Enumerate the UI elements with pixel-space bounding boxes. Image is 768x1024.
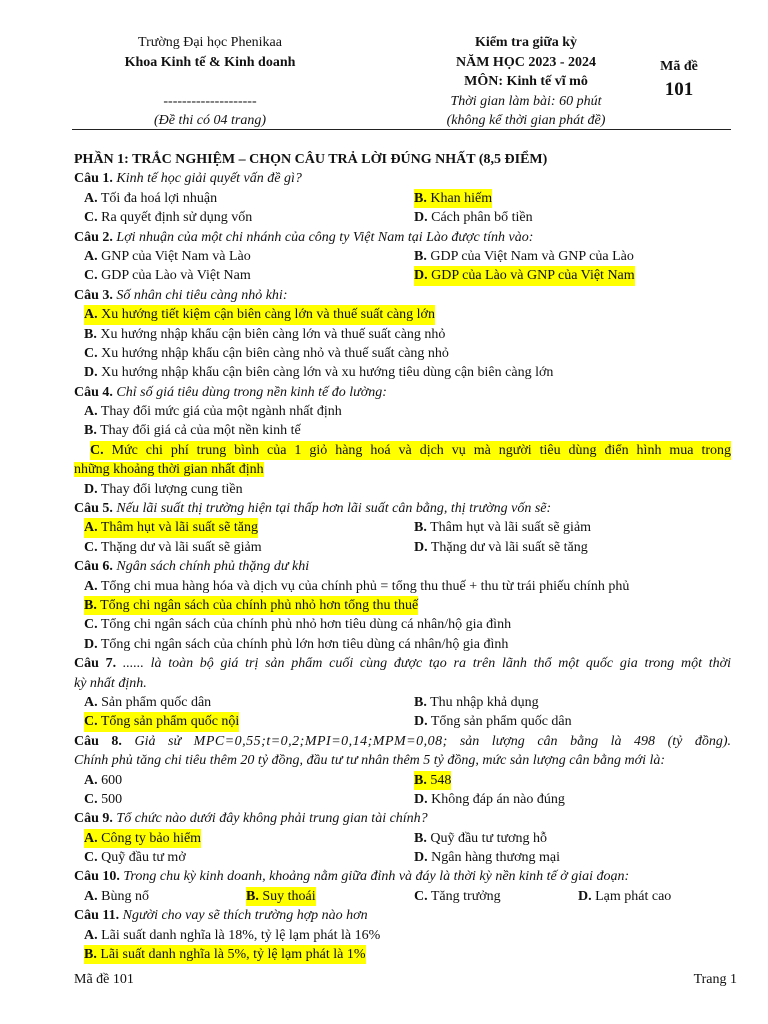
question-number: Câu 10. (74, 869, 120, 885)
question-8: Câu 8. Giả sử MPC=0,55;t=0,2;MPI=0,14;MPM=0,08; sản lượng cân bằng là 498 (tỷ đồng). (74, 733, 731, 749)
question-text: Tổ chức nào dưới đây không phải trung gian tài chính? (116, 811, 428, 827)
options-row (74, 596, 731, 615)
options-row (74, 325, 731, 344)
options-row (74, 266, 731, 285)
option-b-correct: B. 548 (414, 771, 451, 790)
options-row (74, 402, 731, 421)
option-c: C. Tăng trưởng (414, 888, 501, 904)
option-b: B. GDP của Việt Nam và GNP của Lào (414, 248, 634, 264)
faculty-name: Khoa Kinh tế & Kinh doanh (124, 54, 296, 70)
question-text: Trong chu kỳ kinh doanh, khoảng nằm giữa đỉnh và đáy là thời kỳ nền kinh tế ở giai đoạn: (123, 869, 630, 885)
exam-header (74, 31, 731, 129)
options-row (74, 363, 731, 382)
option-b-correct: B. Suy thoái (246, 887, 316, 906)
options-row (74, 848, 731, 867)
question-number: Câu 2. (74, 229, 113, 245)
exam-content (74, 150, 731, 964)
question-3 (74, 286, 731, 305)
subject: MÔN: Kinh tế vĩ mô (464, 74, 588, 89)
question-text: Người cho vay sẽ thích trường hợp nào hơn (122, 908, 368, 924)
option-b: B. Thu nhập khả dụng (414, 694, 539, 710)
school-year: NĂM HỌC 2023 - 2024 (456, 54, 596, 70)
option-d: D. Cách phân bổ tiền (414, 210, 533, 226)
option-c: C. Ra quyết định sử dụng vốn (84, 210, 253, 226)
option-c-correct: C. Mức chi phí trung bình của 1 giỏ hàng hoá và dịch vụ mà người tiêu dùng điển hình mua trong (74, 441, 731, 460)
options-row (74, 887, 731, 906)
option-a: A. Sản phẩm quốc dân (84, 694, 212, 710)
options-row (74, 712, 731, 731)
exam-code-block (644, 59, 714, 101)
options-row (74, 518, 731, 537)
option-a: A. GNP của Việt Nam và Lào (84, 248, 251, 264)
option-b: B. Xu hướng nhập khẩu cận biên càng lớn và thuế suất càng nhỏ (84, 326, 446, 342)
question-7 (74, 654, 731, 673)
options-row (74, 421, 731, 440)
exam-type: Kiểm tra giữa kỳ (474, 35, 578, 50)
option-a-correct: A. Công ty bảo hiểm (84, 829, 201, 848)
option-d: D. Không đáp án nào đúng (414, 791, 565, 807)
question-text: Số nhân chi tiêu càng nhỏ khi: (116, 287, 288, 303)
options-row (74, 790, 731, 809)
question-11 (74, 906, 731, 925)
option-a-correct: A. Thâm hụt và lãi suất sẽ tăng (84, 518, 258, 537)
footer-exam-code: Mã đề 101 (74, 972, 134, 987)
question-9 (74, 809, 731, 828)
option-b: B. Quỹ đầu tư tương hỗ (414, 830, 548, 846)
options-row (74, 538, 731, 557)
page-footer (74, 972, 737, 988)
option-c-correct: C. Tổng sản phẩm quốc nội (84, 712, 239, 731)
header-divider (72, 129, 731, 130)
question-number: Câu 9. (74, 811, 113, 827)
option-c: C. Quỹ đầu tư mở (84, 850, 186, 866)
option-b-correct: B. Khan hiếm (414, 189, 492, 208)
option-c: C. Tổng chi ngân sách của chính phủ nhỏ hơn tiêu dùng cá nhân/hộ gia đình (84, 617, 512, 633)
option-b-correct: B. Lãi suất danh nghĩa là 5%, tỷ lệ lạm phát là 1% (84, 945, 366, 964)
option-a: A. 600 (84, 772, 123, 788)
question-number: Câu 3. (74, 287, 113, 303)
question-8-continued: Chính phủ tăng chi tiêu thêm 20 tỷ đồng, đầu tư tư nhân thêm 5 tỷ đồng, mức sản lượng cân bằng mới là: (74, 753, 666, 769)
option-d: D. Thay đổi lượng cung tiền (84, 481, 243, 497)
question-2 (74, 228, 731, 247)
options-row (74, 577, 731, 596)
option-c: C. 500 (84, 791, 123, 807)
page-number: Trang 1 (693, 972, 737, 987)
options-row (74, 305, 731, 324)
options-row (74, 480, 731, 499)
question-text: Nếu lãi suất thị trường hiện tại thấp hơn lãi suất cân bằng, thị trường vốn sẽ: (116, 501, 552, 517)
question-text: Chỉ số giá tiêu dùng trong nền kinh tế đo lường: (116, 384, 387, 400)
section-title: PHẦN 1: TRẮC NGHIỆM – CHỌN CÂU TRẢ LỜI ĐÚNG NHẤT (8,5 ĐIỂM) (74, 152, 548, 167)
question-5 (74, 499, 731, 518)
time-limit: Thời gian làm bài: 60 phút (450, 93, 602, 109)
exam-code-value: 101 (664, 79, 694, 100)
exam-info-block (392, 33, 660, 131)
exam-code-label: Mã đề (660, 59, 698, 74)
question-6 (74, 557, 731, 576)
option-a: A. Tổng chi mua hàng hóa và dịch vụ của chính phủ = tổng thu thuế + thu từ trái phiếu chính phủ (84, 578, 630, 594)
option-d: D. Tổng sản phẩm quốc dân (414, 714, 572, 730)
option-c: C. Xu hướng nhập khẩu cận biên càng nhỏ và thuế suất càng nhỏ (84, 345, 449, 361)
separator-dashes: -------------------- (163, 93, 257, 109)
question-number: Câu 11. (74, 908, 120, 924)
options-row (74, 945, 731, 964)
question-number: Câu 8. (74, 733, 122, 749)
option-b: B. Thay đổi giá cả của một nền kinh tế (84, 423, 301, 439)
option-a: A. Tối đa hoá lợi nhuận (84, 190, 218, 206)
option-d: D. Tổng chi ngân sách của chính phủ lớn hơn tiêu dùng cá nhân/hộ gia đình (84, 636, 509, 652)
options-row (74, 926, 731, 945)
question-text: Kinh tế học giải quyết vấn đề gì? (116, 171, 302, 187)
question-10 (74, 867, 731, 886)
option-a: A. Lãi suất danh nghĩa là 18%, tỷ lệ lạm phát là 16% (84, 927, 381, 943)
formula: MPC=0,55;t=0,2;MPI=0,14;MPM=0,08 (193, 733, 443, 749)
options-row (74, 247, 731, 266)
option-c-continued: những khoảng thời gian nhất định (74, 462, 264, 478)
university-name: Trường Đại học Phenikaa (138, 35, 282, 50)
options-row (74, 771, 731, 790)
question-4 (74, 383, 731, 402)
option-b-correct: B. Tổng chi ngân sách của chính phủ nhỏ hơn tổng thu thuế (84, 596, 418, 615)
question-number: Câu 6. (74, 559, 113, 575)
option-d: D. Thặng dư và lãi suất sẽ tăng (414, 539, 588, 555)
school-block (74, 33, 346, 131)
page-count-note: (Đề thi có 04 trang) (154, 113, 266, 128)
option-d-correct: D. GDP của Lào và GNP của Việt Nam (414, 266, 635, 285)
question-text: ...... là toàn bộ giá trị sản phẩm cuối cùng được tạo ra trên lãnh thổ một quốc gia trong một thời (122, 656, 731, 672)
question-number: Câu 7. (74, 656, 117, 672)
question-number: Câu 5. (74, 501, 113, 517)
options-row (74, 693, 731, 712)
options-row (74, 829, 731, 848)
question-7-continued: kỳ nhất định. (74, 675, 147, 691)
option-a: A. Thay đổi mức giá của một ngành nhất định (84, 404, 342, 420)
option-d: D. Ngân hàng thương mại (414, 850, 561, 866)
options-row (74, 208, 731, 227)
option-a: A. Bùng nổ (84, 888, 149, 904)
option-d: D. Xu hướng nhập khẩu cận biên càng lớn và xu hướng tiêu dùng cận biên càng lớn (84, 365, 554, 381)
question-1 (74, 169, 731, 188)
options-row (74, 189, 731, 208)
options-row (74, 635, 731, 654)
question-text: Lợi nhuận của một chi nhánh của công ty Việt Nam tại Lào được tính vào: (116, 229, 534, 245)
options-row (74, 615, 731, 634)
option-b: B. Thâm hụt và lãi suất sẽ giảm (414, 520, 592, 536)
time-note: (không kể thời gian phát đề) (446, 113, 606, 128)
question-number: Câu 4. (74, 384, 113, 400)
options-row (74, 344, 731, 363)
question-number: Câu 1. (74, 171, 113, 187)
option-a-correct: A. Xu hướng tiết kiệm cận biên càng lớn và thuế suất càng lớn (84, 305, 435, 324)
option-d: D. Lạm phát cao (578, 888, 672, 904)
option-c: C. Thặng dư và lãi suất sẽ giảm (84, 539, 262, 555)
question-text: Ngân sách chính phủ thặng dư khi (116, 559, 310, 575)
option-c: C. GDP của Lào và Việt Nam (84, 268, 251, 284)
